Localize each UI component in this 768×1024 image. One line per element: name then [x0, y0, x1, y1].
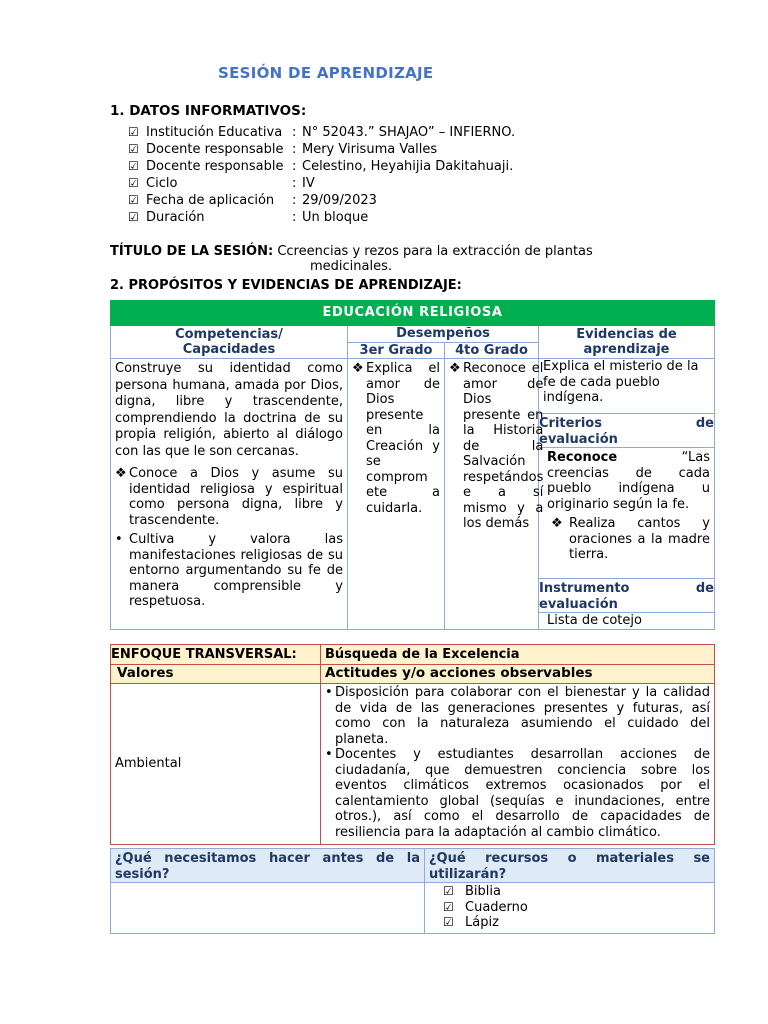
header-3er-grado: 3er Grado [348, 342, 445, 359]
accion-item: • Disposición para colaborar con el bienestar y la calidad de vida de las generaciones presentes y futuras, así como con la naturaleza asumiendo el cuidado del planeta. [325, 685, 710, 747]
capacidad-item: • Cultiva y valora las manifestaciones religiosas de su entorno argumentando su fe de manera comprensible y respetuosa. [115, 532, 343, 609]
info-separator: : [292, 125, 297, 140]
criterios-cell [539, 448, 715, 579]
instrumento-value: Lista de cotejo [539, 613, 715, 630]
info-separator: : [292, 142, 297, 157]
section-heading-datos: 1. DATOS INFORMATIVOS: [110, 103, 307, 119]
criterio-item: ❖ Realiza cantos y oraciones a la madre tierra. [551, 516, 710, 562]
info-row [128, 209, 515, 226]
info-label: Docente responsable [146, 159, 284, 174]
checkbox-icon: ☑ [128, 176, 139, 190]
document-title: SESIÓN DE APRENDIZAJE [218, 64, 434, 82]
info-label: Docente responsable [146, 142, 284, 157]
enfoque-transversal-table [110, 644, 715, 845]
info-separator: : [292, 176, 297, 191]
info-separator: : [292, 210, 297, 225]
evidencia-cell [539, 359, 715, 414]
checkbox-icon: ☑ [128, 142, 139, 156]
enfoque-label: ENFOQUE TRANSVERSAL: [111, 645, 321, 665]
checkbox-icon: ☑ [128, 125, 139, 139]
actitudes-cell [321, 684, 715, 845]
material-item: ☑ Biblia [443, 884, 501, 899]
info-row [128, 124, 515, 141]
checkbox-icon: ☑ [128, 159, 139, 173]
info-value: IV [302, 176, 315, 191]
info-list [128, 124, 515, 226]
capacidad-item: ❖ Conoce a Dios y asume su identidad religiosa y espiritual como persona digna, libre y trascendente. [115, 466, 343, 528]
materiales-cell [425, 883, 715, 934]
info-row [128, 175, 515, 192]
info-row [128, 158, 515, 175]
checkbox-icon: ☑ [128, 193, 139, 207]
header-desempenos: Desempeños [348, 326, 539, 343]
desempeno-4to-cell [445, 359, 544, 630]
diamond-bullet-icon: ❖ [449, 361, 461, 376]
session-title-label: TÍTULO DE LA SESIÓN: [110, 244, 274, 259]
info-label: Duración [146, 210, 205, 225]
info-value: Mery Virisuma Valles [302, 142, 438, 157]
bullet-icon: • [325, 685, 333, 700]
diamond-bullet-icon: ❖ [551, 516, 563, 531]
checkbox-icon: ☑ [443, 915, 454, 929]
material-item: ☑ Cuaderno [443, 899, 528, 915]
info-value: N° 52043.” SHAJAO” – INFIERNO. [302, 125, 516, 140]
desempeno-3er-text: Explica el amor de Dios presente en la Creación y se comprom ete a cuidarla. [366, 361, 440, 516]
info-separator: : [292, 193, 297, 208]
header-competencias: Competencias/ Capacidades [111, 326, 348, 359]
header-evidencias: Evidencias de aprendizaje [539, 326, 715, 359]
session-title-line2: medicinales. [310, 259, 393, 274]
area-header: EDUCACIÓN RELIGIOSA [111, 301, 715, 326]
info-label: Ciclo [146, 176, 178, 191]
section-heading-propositos: 2. PROPÓSITOS Y EVIDENCIAS DE APRENDIZAJE: [110, 278, 462, 293]
accion-item: • Docentes y estudiantes desarrollan acciones de ciudadanía, que demuestren conciencia sobre los eventos climáticos extremos ocasionados por el calentamiento global (sequías e inundaciones, entre otros.), así como el desarrollo de capacidades de resiliencia para la adaptación al cambio climático. [325, 747, 710, 840]
enfoque-value: Búsqueda de la Excelencia [321, 645, 715, 665]
diamond-bullet-icon: ❖ [115, 466, 127, 481]
valores-header: Valores [111, 665, 321, 684]
antes-cell [111, 883, 425, 934]
competencia-text: Construye su identidad como persona humana, amada por Dios, digna, libre y trascendente, comprendiendo la doctrina de su propia religión, abierto al diálogo con las que le son cercanas. [115, 361, 343, 459]
preparacion-table [110, 848, 715, 934]
material-item: ☑ Lápiz [443, 915, 499, 930]
info-value: Un bloque [302, 210, 369, 225]
desempeno-4to-text: Reconoce el amor de Dios presente en la Historia de la Salvación respetándos e a sí mismo y a los demás [463, 361, 544, 531]
checkbox-icon: ☑ [443, 899, 454, 914]
valor-cell: Ambiental [111, 684, 321, 845]
info-value: Celestino, Heyahijia Dakitahuaji. [302, 159, 514, 174]
header-4to-grado: 4to Grado [445, 342, 539, 359]
session-title-line1: Ccreencias y rezos para la extracción de plantas [277, 244, 593, 259]
criterios-header: Criterios de evaluación [539, 414, 715, 448]
competencias-cell [111, 359, 348, 630]
instrumento-header: Instrumento de evaluación [539, 579, 715, 613]
desempeno-3er-cell [348, 359, 445, 630]
bullet-icon: • [115, 532, 123, 547]
info-row [128, 192, 515, 209]
info-label: Fecha de aplicación [146, 193, 275, 208]
pregunta-recursos: ¿Qué recursos o materiales se utilizarán? [425, 849, 715, 883]
learning-purposes-table [110, 300, 715, 630]
info-row [128, 141, 515, 158]
bullet-icon: • [325, 747, 333, 762]
checkbox-icon: ☑ [443, 884, 454, 898]
pregunta-antes: ¿Qué necesitamos hacer antes de la sesión? [111, 849, 425, 883]
criterio-text: Reconoce “Las creencias de cada pueblo indígena u originario según la fe. [547, 450, 710, 512]
info-label: Institución Educativa [146, 125, 283, 140]
info-value: 29/09/2023 [302, 193, 377, 208]
actitudes-header: Actitudes y/o acciones observables [321, 665, 715, 684]
diamond-bullet-icon: ❖ [352, 361, 364, 376]
info-separator: : [292, 159, 297, 174]
session-title [110, 244, 658, 274]
checkbox-icon: ☑ [128, 210, 139, 224]
evidencia-text: Explica el misterio de la fe de cada pueblo indígena. [543, 359, 699, 405]
